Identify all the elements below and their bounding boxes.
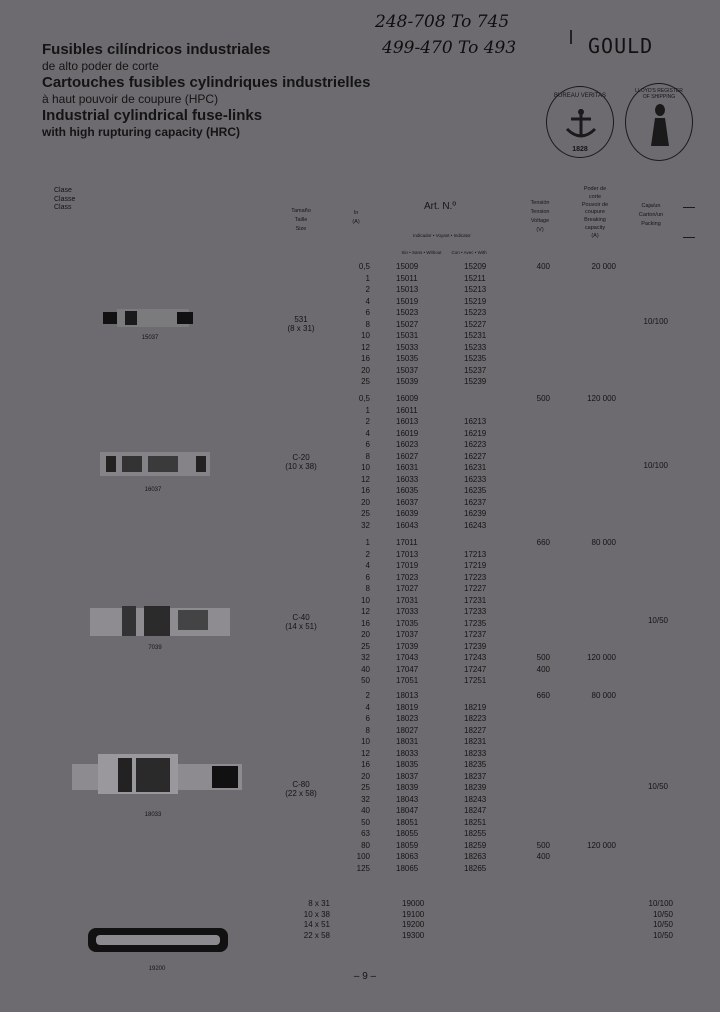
in-column-cell: 8 bbox=[365, 725, 370, 735]
with-indicator-column-cell: 18219 bbox=[464, 702, 487, 712]
without-indicator-column-cell: 15027 bbox=[396, 319, 419, 329]
in-column-cell: 6 bbox=[365, 714, 370, 723]
without-indicator-column-cell: 17039 bbox=[396, 641, 419, 651]
without-indicator-column bbox=[396, 690, 418, 874]
fuse-531-label: 15037 bbox=[141, 335, 159, 341]
with-indicator-column-cell: 16239 bbox=[464, 509, 487, 518]
page-number: – 9 – bbox=[353, 971, 377, 982]
without-indicator-column bbox=[396, 393, 418, 531]
with-indicator-column bbox=[464, 261, 486, 388]
capacity-value: 120 000 bbox=[587, 840, 616, 850]
header-size-fr: Taille bbox=[294, 217, 308, 223]
with-indicator-column-cell bbox=[464, 690, 486, 702]
with-indicator-column-cell: 18243 bbox=[464, 794, 487, 804]
with-indicator-column-cell: 18223 bbox=[464, 714, 487, 723]
header-clase bbox=[54, 187, 75, 213]
header-capacity-4: coupure bbox=[585, 209, 605, 216]
with-indicator-column-cell: 18255 bbox=[464, 829, 487, 838]
with-indicator-column bbox=[464, 393, 486, 531]
in-column-cell: 12 bbox=[361, 342, 370, 352]
with-indicator-column-cell: 16227 bbox=[464, 451, 487, 461]
size-size_dim: (10 x 38) bbox=[285, 462, 317, 471]
with-indicator-column-cell: 17239 bbox=[464, 641, 487, 651]
in-column-cell: 2 bbox=[365, 285, 370, 294]
with-indicator-column-cell: 16223 bbox=[464, 440, 487, 449]
dummy-size-column bbox=[285, 899, 330, 941]
capacity-value: 120 000 bbox=[587, 394, 616, 403]
title-line: à haut pouvoir de coupure (HPC) bbox=[42, 92, 219, 106]
in-column bbox=[340, 261, 370, 388]
in-column-cell: 25 bbox=[361, 377, 370, 386]
voltage-value: 500 bbox=[536, 653, 550, 662]
without-indicator-column-cell: 16019 bbox=[396, 428, 419, 438]
packing-value: 10/100 bbox=[643, 461, 668, 470]
header-size-en: Size bbox=[295, 226, 307, 232]
with-indicator-column-cell: 18247 bbox=[464, 806, 487, 815]
without-indicator-column-cell: 17037 bbox=[396, 630, 419, 639]
in-column-cell: 63 bbox=[361, 829, 370, 838]
with-indicator-column-cell: 17233 bbox=[464, 607, 487, 616]
dummy-packing-cell: 10/100 bbox=[648, 899, 673, 908]
seal-year: 1828 bbox=[572, 146, 588, 153]
in-column-cell: 20 bbox=[361, 630, 370, 639]
with-indicator-column-cell: 17227 bbox=[464, 584, 487, 593]
capacity-value: 120 000 bbox=[587, 653, 616, 662]
capacity-value: 80 000 bbox=[591, 691, 616, 700]
header-packing-fr: Carton/un bbox=[638, 212, 664, 218]
without-indicator-column-cell: 15023 bbox=[396, 308, 419, 317]
with-indicator-column-cell: 17235 bbox=[464, 618, 487, 628]
in-column-cell: 4 bbox=[365, 702, 370, 712]
without-indicator-column-cell: 17047 bbox=[396, 664, 419, 674]
dummy-packing-cell: 10/50 bbox=[652, 909, 673, 919]
in-column-cell: 20 bbox=[361, 497, 370, 507]
title-block bbox=[42, 41, 472, 140]
in-column-cell: 12 bbox=[361, 474, 370, 484]
with-indicator-column-cell: 15219 bbox=[464, 296, 487, 306]
in-column-cell: 10 bbox=[361, 463, 370, 472]
size-size: C-80 bbox=[292, 780, 310, 789]
in-column-cell: 16 bbox=[361, 618, 370, 628]
without-indicator-column-cell: 17051 bbox=[396, 676, 419, 685]
with-indicator-column-cell: 15213 bbox=[464, 285, 487, 294]
without-indicator-column-cell: 17013 bbox=[396, 549, 419, 559]
without-indicator-column-cell: 15035 bbox=[396, 354, 419, 363]
header-packing-es: Caja/un bbox=[641, 203, 661, 209]
dummy-articles-cell: 19200 bbox=[402, 920, 425, 929]
title-line: with high rupturing capacity (HRC) bbox=[42, 125, 240, 139]
dummy-packing-column bbox=[633, 899, 673, 941]
in-column-cell: 20 bbox=[361, 771, 370, 781]
size-label bbox=[272, 453, 330, 471]
in-column-cell: 6 bbox=[365, 572, 370, 582]
with-indicator-column-cell: 15211 bbox=[464, 273, 486, 283]
without-indicator-column-cell: 18065 bbox=[396, 863, 419, 873]
in-column-cell: 50 bbox=[361, 817, 370, 827]
voltage-value: 400 bbox=[536, 852, 550, 861]
header-voltage bbox=[520, 199, 560, 235]
in-column-cell: 4 bbox=[365, 561, 370, 570]
in-column-cell: 8 bbox=[365, 584, 370, 593]
anchor-icon bbox=[561, 107, 601, 141]
handwritten-note-1: 248-708 To 745 bbox=[375, 12, 510, 32]
without-indicator-column-cell: 18059 bbox=[396, 840, 419, 850]
without-indicator-column bbox=[396, 537, 418, 687]
without-indicator-column-cell: 18037 bbox=[396, 771, 419, 781]
in-column-cell: 1 bbox=[365, 273, 370, 283]
brand-logo: GOULD bbox=[588, 34, 654, 58]
with-indicator-column-cell: 16213 bbox=[464, 417, 487, 426]
in-column-cell: 12 bbox=[361, 748, 370, 758]
without-indicator-column-cell: 15011 bbox=[396, 273, 418, 283]
title-line: Industrial cylindrical fuse-links bbox=[42, 107, 263, 124]
without-indicator-column-cell: 17035 bbox=[396, 618, 419, 628]
without-indicator-column-cell: 16009 bbox=[396, 394, 419, 403]
without-indicator-column-cell: 18051 bbox=[396, 817, 419, 827]
header-tick-2 bbox=[683, 237, 695, 238]
with-indicator-column-cell: 17219 bbox=[464, 561, 487, 570]
capacity-value: 20 000 bbox=[591, 262, 616, 271]
with-indicator-column-cell: 17213 bbox=[464, 549, 487, 559]
with-indicator-column-cell bbox=[464, 393, 486, 405]
with-indicator-column-cell: 18233 bbox=[464, 748, 487, 758]
dummy-sizes-cell: 8 x 31 bbox=[308, 899, 330, 908]
with-indicator-column-cell: 18235 bbox=[464, 760, 487, 769]
with-indicator-column-cell: 16243 bbox=[464, 520, 487, 530]
without-indicator-column-cell: 18031 bbox=[396, 737, 419, 746]
with-indicator-column-cell: 16237 bbox=[464, 497, 487, 507]
size-label bbox=[272, 315, 330, 333]
without-indicator-column-cell: 18047 bbox=[396, 806, 419, 815]
dummy-packing-cell: 10/50 bbox=[652, 920, 673, 929]
capacity-value: 80 000 bbox=[591, 538, 616, 547]
title-line: Fusibles cilíndricos industriales bbox=[42, 41, 271, 58]
without-indicator-column-cell: 18039 bbox=[396, 783, 419, 792]
title-line: Cartouches fusibles cylindriques industrielles bbox=[42, 74, 371, 91]
dummy-packing-cell: 10/50 bbox=[652, 930, 673, 940]
without-indicator-column-cell: 15019 bbox=[396, 296, 419, 306]
header-capacity-5: Breaking bbox=[584, 217, 606, 224]
with-indicator-column-cell: 15209 bbox=[464, 262, 487, 271]
with-indicator-column-cell bbox=[464, 537, 486, 549]
dummy-sizes-cell: 14 x 51 bbox=[303, 920, 330, 929]
with-indicator-column-cell: 16219 bbox=[464, 428, 487, 438]
dummy-articles-cell: 19100 bbox=[402, 909, 425, 919]
without-indicator-column-cell: 18043 bbox=[396, 794, 419, 804]
with-indicator-column-cell: 18239 bbox=[464, 783, 487, 792]
header-voltage-es: Tensión bbox=[530, 200, 550, 206]
dummy-articles-cell: 19300 bbox=[402, 930, 425, 940]
in-column-cell: 16 bbox=[361, 760, 370, 769]
without-indicator-column-cell: 16011 bbox=[396, 405, 418, 415]
in-column-cell: 20 bbox=[361, 365, 370, 375]
header-in-label: In bbox=[353, 210, 359, 216]
with-indicator-column-cell: 18237 bbox=[464, 771, 487, 781]
without-indicator-column-cell: 15031 bbox=[396, 331, 419, 340]
bureau-veritas-seal bbox=[546, 86, 614, 158]
with-indicator-column-cell: 17247 bbox=[464, 664, 487, 674]
with-indicator-column-cell: 17223 bbox=[464, 572, 487, 582]
in-column-cell: 25 bbox=[361, 641, 370, 651]
in-column-cell: 100 bbox=[356, 852, 370, 861]
size-label bbox=[272, 613, 330, 631]
with-indicator-column-cell: 17231 bbox=[464, 595, 487, 605]
with-indicator-column-cell: 18231 bbox=[464, 737, 487, 746]
header-capacity-7: (A) bbox=[591, 232, 599, 239]
brand-mark-icon bbox=[570, 30, 576, 44]
with-indicator-column-cell: 15223 bbox=[464, 308, 487, 317]
without-indicator-column-cell: 18035 bbox=[396, 760, 419, 769]
header-tick-1 bbox=[683, 207, 695, 208]
fuse-531-image bbox=[103, 309, 203, 327]
header-capacity-3: Pouvoir de bbox=[581, 201, 609, 208]
with-indicator-column-cell: 16235 bbox=[464, 486, 487, 495]
fuse-c40-image bbox=[90, 604, 230, 638]
in-column-cell: 125 bbox=[356, 863, 370, 873]
header-size-es: Tamaño bbox=[291, 208, 311, 214]
in-column-cell: 32 bbox=[361, 520, 370, 530]
with-indicator-column bbox=[464, 537, 486, 687]
dummy-fuse-image bbox=[88, 928, 228, 952]
in-column-cell: 1 bbox=[365, 405, 370, 415]
voltage-value: 660 bbox=[536, 538, 550, 547]
size-size: C-20 bbox=[292, 453, 310, 462]
header-capacity bbox=[570, 186, 620, 241]
with-indicator-column-cell: 18263 bbox=[464, 852, 487, 861]
header-without-with: Sin • Sans • Without Con • Avec • With bbox=[401, 250, 487, 255]
lloyds-register-seal bbox=[625, 83, 693, 161]
without-indicator-column-cell: 15037 bbox=[396, 365, 419, 375]
in-column-cell: 32 bbox=[361, 794, 370, 804]
in-column-cell: 4 bbox=[365, 296, 370, 306]
without-indicator-column-cell: 16037 bbox=[396, 497, 419, 507]
in-column-cell: 4 bbox=[365, 428, 370, 438]
header-voltage-fr: Tension bbox=[530, 209, 550, 215]
with-indicator-column-cell: 16233 bbox=[464, 474, 487, 484]
in-column-cell: 80 bbox=[361, 840, 370, 850]
without-indicator-column-cell: 17019 bbox=[396, 561, 419, 570]
without-indicator-column-cell: 17031 bbox=[396, 595, 419, 605]
voltage-value: 500 bbox=[536, 394, 550, 403]
without-indicator-column-cell: 18013 bbox=[396, 691, 419, 700]
with-indicator-column-cell bbox=[464, 405, 486, 417]
without-indicator-column-cell: 15039 bbox=[396, 377, 419, 386]
with-indicator-column-cell: 15237 bbox=[464, 365, 487, 375]
figure-icon bbox=[645, 102, 675, 148]
in-column-cell: 50 bbox=[361, 676, 370, 685]
with-indicator-column-cell: 15239 bbox=[464, 377, 487, 386]
without-indicator-column-cell: 17043 bbox=[396, 653, 419, 662]
without-indicator-column-cell: 18023 bbox=[396, 714, 419, 723]
size-size: C-40 bbox=[292, 613, 310, 622]
with-indicator-column-cell: 17237 bbox=[464, 630, 487, 639]
in-column-cell: 10 bbox=[361, 737, 370, 746]
fuse-c40-label: 7039 bbox=[148, 645, 162, 651]
header-voltage-unit: (V) bbox=[536, 227, 544, 233]
in-column bbox=[340, 393, 370, 531]
title-line: de alto poder de corte bbox=[42, 59, 159, 73]
dummy-sizes-cell: 22 x 58 bbox=[303, 930, 330, 940]
fuse-c20-image bbox=[100, 452, 210, 476]
packing-value: 10/50 bbox=[647, 616, 668, 625]
without-indicator-column-cell: 15009 bbox=[396, 262, 419, 271]
without-indicator-column-cell: 16043 bbox=[396, 520, 419, 530]
header-capacity-1: Poder de bbox=[583, 186, 607, 192]
with-indicator-column-cell: 15233 bbox=[464, 342, 487, 352]
in-column-cell: 2 bbox=[365, 417, 370, 426]
without-indicator-column-cell: 15013 bbox=[396, 285, 419, 294]
dummy-articles-cell: 19000 bbox=[402, 899, 425, 908]
size-size_dim: (8 x 31) bbox=[287, 324, 315, 333]
with-indicator-column-cell: 15235 bbox=[464, 354, 487, 363]
in-column-cell: 32 bbox=[361, 653, 370, 662]
without-indicator-column-cell: 18033 bbox=[396, 748, 419, 758]
without-indicator-column-cell: 16033 bbox=[396, 474, 419, 484]
seal-text: BUREAU VERITAS bbox=[554, 93, 606, 99]
in-column-cell: 10 bbox=[361, 595, 370, 605]
header-packing bbox=[630, 202, 672, 229]
in-column-cell: 40 bbox=[361, 664, 370, 674]
in-column-cell: 0,5 bbox=[358, 394, 370, 403]
in-column-cell: 2 bbox=[365, 549, 370, 559]
header-in-unit: (A) bbox=[352, 219, 360, 225]
in-column-cell: 8 bbox=[365, 451, 370, 461]
without-indicator-column-cell: 18019 bbox=[396, 702, 419, 712]
with-indicator-column-cell: 18259 bbox=[464, 840, 487, 850]
size-size: 531 bbox=[294, 315, 308, 324]
without-indicator-column-cell: 16027 bbox=[396, 451, 419, 461]
in-column-cell: 2 bbox=[365, 691, 370, 700]
in-column bbox=[340, 537, 370, 687]
size-size_dim: (22 x 58) bbox=[285, 789, 317, 798]
size-size_dim: (14 x 51) bbox=[285, 622, 317, 631]
header-capacity-6: capacity bbox=[584, 224, 606, 231]
header-clase-es: Clase bbox=[54, 187, 72, 194]
without-indicator-column-cell: 15033 bbox=[396, 342, 419, 352]
without-indicator-column-cell: 18055 bbox=[396, 829, 419, 838]
in-column-cell: 10 bbox=[361, 331, 370, 340]
with-indicator-column-cell: 16231 bbox=[464, 463, 487, 472]
without-indicator-column-cell: 17023 bbox=[396, 572, 419, 582]
in-column-cell: 6 bbox=[365, 308, 370, 317]
in-column-cell: 40 bbox=[361, 806, 370, 815]
header-clase-fr: Classe bbox=[54, 195, 76, 203]
without-indicator-column-cell: 17027 bbox=[396, 584, 419, 593]
dummy-sizes-cell: 10 x 38 bbox=[303, 909, 330, 919]
fuse-c80-image bbox=[72, 752, 242, 796]
dummy-article-column bbox=[402, 899, 424, 941]
in-column-cell: 6 bbox=[365, 440, 370, 449]
with-indicator-column-cell: 18251 bbox=[464, 817, 487, 827]
without-indicator-column-cell: 16013 bbox=[396, 417, 419, 426]
without-indicator-column-cell: 17011 bbox=[396, 538, 418, 547]
fuse-c80-label: 18033 bbox=[144, 812, 162, 818]
in-column-cell: 25 bbox=[361, 783, 370, 792]
without-indicator-column-cell: 16035 bbox=[396, 486, 419, 495]
packing-value: 10/50 bbox=[647, 782, 668, 791]
without-indicator-column-cell: 18027 bbox=[396, 725, 419, 735]
without-indicator-column-cell: 16039 bbox=[396, 509, 419, 518]
header-indicator: Indicador • Voyant • Indicator bbox=[413, 233, 471, 238]
with-indicator-column-cell: 15231 bbox=[464, 331, 487, 340]
header-capacity-2: corte bbox=[588, 193, 602, 200]
seal-text-2: LLOYD'S REGISTER OF SHIPPING bbox=[635, 88, 683, 100]
in-column-cell: 25 bbox=[361, 509, 370, 518]
with-indicator-column-cell: 17251 bbox=[464, 676, 487, 685]
in-column bbox=[340, 690, 370, 874]
fuse-c20-label: 16037 bbox=[144, 487, 162, 493]
without-indicator-column bbox=[396, 261, 418, 388]
with-indicator-column bbox=[464, 690, 486, 874]
voltage-value: 660 bbox=[536, 691, 550, 700]
with-indicator-column-cell: 17243 bbox=[464, 653, 487, 662]
without-indicator-column-cell: 16023 bbox=[396, 440, 419, 449]
with-indicator-column-cell: 15227 bbox=[464, 319, 487, 329]
header-art: Art. N.º bbox=[424, 201, 456, 212]
in-column-cell: 16 bbox=[361, 486, 370, 495]
voltage-value: 500 bbox=[536, 840, 550, 850]
without-indicator-column-cell: 17033 bbox=[396, 607, 419, 616]
header-in bbox=[346, 209, 366, 227]
in-column-cell: 12 bbox=[361, 607, 370, 616]
in-column-cell: 0,5 bbox=[358, 262, 370, 271]
header-clase-en: Class bbox=[54, 204, 72, 212]
in-column-cell: 8 bbox=[365, 319, 370, 329]
with-indicator-column-cell: 18265 bbox=[464, 863, 487, 873]
without-indicator-column-cell: 16031 bbox=[396, 463, 419, 472]
voltage-value: 400 bbox=[536, 262, 550, 271]
header-packing-en: Packing bbox=[641, 221, 661, 227]
header-size bbox=[278, 207, 324, 234]
handwritten-note-2: 499-470 To 493 bbox=[382, 38, 517, 58]
size-label bbox=[272, 780, 330, 798]
in-column-cell: 1 bbox=[365, 538, 370, 547]
packing-value: 10/100 bbox=[643, 317, 668, 326]
header-voltage-en: Voltage bbox=[530, 218, 550, 224]
with-indicator-column-cell: 18227 bbox=[464, 725, 487, 735]
voltage-value: 400 bbox=[536, 664, 550, 674]
without-indicator-column-cell: 18063 bbox=[396, 852, 419, 861]
in-column-cell: 16 bbox=[361, 354, 370, 363]
dummy-fuse-label: 19200 bbox=[148, 966, 166, 972]
